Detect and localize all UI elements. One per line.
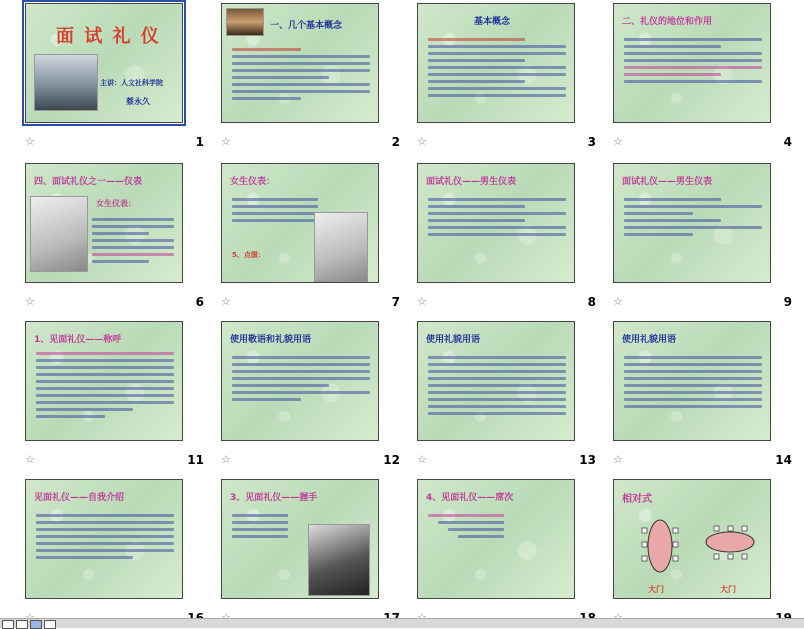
vertical-table (648, 520, 672, 572)
star-icon: ☆ (221, 295, 231, 308)
slide-8-title: 面试礼仪——男生仪表 (426, 177, 517, 187)
slide-11-body (36, 348, 174, 422)
slide-6-body (92, 214, 174, 267)
slide-thumb-8[interactable] (414, 160, 610, 312)
slide-thumb-2[interactable] (218, 0, 414, 152)
slide-1-title: 面 试 礼 仪 (56, 26, 161, 47)
slide-2-title: 一、几个基本概念 (270, 21, 343, 31)
slide-thumb-3[interactable] (414, 0, 610, 152)
slide-number: 2 (391, 135, 400, 149)
seat (673, 556, 678, 561)
slide-18-body (428, 510, 504, 542)
slide-number: 12 (383, 453, 400, 467)
seat (642, 542, 647, 547)
slide-17-body (232, 510, 288, 542)
slide-3-title: 基本概念 (474, 17, 511, 27)
slide-thumb-19[interactable] (610, 476, 804, 628)
star-icon: ☆ (417, 295, 427, 308)
star-icon: ☆ (221, 135, 231, 148)
slide-thumb-4[interactable] (610, 0, 804, 152)
slide-thumb-14[interactable] (610, 318, 804, 470)
slide-7-title: 女生仪表： (230, 177, 276, 187)
star-icon: ☆ (613, 135, 623, 148)
slide-12-body (232, 352, 370, 405)
slide-4-body (624, 34, 762, 87)
slide-number: 8 (587, 295, 596, 309)
slide-9-canvas (613, 163, 771, 283)
seat (673, 542, 678, 547)
star-icon: ☆ (25, 295, 35, 308)
slide-thumb-18[interactable] (414, 476, 610, 628)
slide-18-canvas (417, 479, 575, 599)
star-icon: ☆ (417, 135, 427, 148)
door-label-left: 大门 (648, 585, 664, 594)
slide-11-title: 1、见面礼仪——称呼 (34, 335, 122, 345)
slide-1-photo (34, 54, 98, 111)
slide-sorter-view-icon[interactable] (30, 620, 42, 629)
slide-1-author: 蔡永久 (126, 97, 150, 106)
slide-2-photo (226, 8, 264, 36)
star-icon: ☆ (25, 453, 35, 466)
slide-thumb-1[interactable] (22, 0, 218, 152)
seat (742, 526, 747, 531)
slide-number: 14 (775, 453, 792, 467)
seat (642, 556, 647, 561)
slide-number: 9 (783, 295, 792, 309)
slide-3-canvas (417, 3, 575, 123)
slide-17-photo (308, 524, 370, 596)
seat (714, 526, 719, 531)
slide-4-canvas (613, 3, 771, 123)
slide-thumb-17[interactable] (218, 476, 414, 628)
horizontal-table (706, 532, 754, 552)
star-icon: ☆ (613, 295, 623, 308)
slide-11-canvas (25, 321, 183, 441)
slide-6-canvas (25, 163, 183, 283)
slide-14-title: 使用礼貌用语 (622, 335, 677, 345)
slide-13-title: 使用礼貌用语 (426, 335, 481, 345)
slide-6-subtitle: 女生仪表： (96, 199, 136, 208)
slide-16-canvas (25, 479, 183, 599)
seat (728, 526, 733, 531)
seat (728, 554, 733, 559)
door-label-right: 大门 (720, 585, 736, 594)
slide-thumb-6[interactable] (22, 160, 218, 312)
seating-diagram (614, 506, 770, 596)
slide-number: 4 (783, 135, 792, 149)
slide-6-title: 四、面试礼仪之一——仪表 (34, 177, 143, 187)
slide-1-presenter: 主讲：人文社科学院 (100, 79, 163, 87)
seat (642, 528, 647, 533)
slide-14-canvas (613, 321, 771, 441)
slide-14-body (624, 352, 762, 412)
slide-number: 6 (195, 295, 204, 309)
slide-7-body (232, 194, 318, 226)
slide-12-canvas (221, 321, 379, 441)
slide-16-body (36, 510, 174, 563)
slide-19-canvas (613, 479, 771, 599)
slide-8-body (428, 194, 566, 240)
slide-16-title: 见面礼仪——自我介绍 (34, 493, 125, 503)
slide-18-title: 4、见面礼仪——席次 (426, 493, 514, 503)
star-icon: ☆ (221, 453, 231, 466)
slide-17-canvas (221, 479, 379, 599)
slide-19-title: 相对式 (622, 494, 652, 505)
star-icon: ☆ (613, 453, 623, 466)
seat (742, 554, 747, 559)
seat (714, 554, 719, 559)
normal-view-icon[interactable] (2, 620, 14, 629)
slide-number: 13 (579, 453, 596, 467)
slide-thumb-11[interactable] (22, 318, 218, 470)
slide-thumb-9[interactable] (610, 160, 804, 312)
slide-7-canvas (221, 163, 379, 283)
slide-number: 11 (187, 453, 204, 467)
slide-2-body (232, 44, 370, 104)
slide-number: 7 (391, 295, 400, 309)
slide-6-photo (30, 196, 88, 272)
star-icon: ☆ (417, 453, 427, 466)
slide-3-body (428, 34, 566, 101)
slide-thumb-12[interactable] (218, 318, 414, 470)
slide-7-photo (314, 212, 368, 282)
seat (673, 528, 678, 533)
slide-thumb-7[interactable] (218, 160, 414, 312)
slide-1-canvas (25, 3, 183, 123)
star-icon: ☆ (25, 135, 35, 148)
slide-17-title: 3、见面礼仪——握手 (230, 493, 318, 503)
slide-number: 1 (195, 135, 204, 149)
slideshow-view-icon[interactable] (44, 620, 56, 629)
slide-thumb-16[interactable] (22, 476, 218, 628)
slide-9-body (624, 194, 762, 240)
slide-2-canvas (221, 3, 379, 123)
slide-4-title: 二、礼仪的地位和作用 (622, 17, 713, 27)
slide-7-subtitle: 5、点缀： (232, 251, 265, 259)
outline-view-icon[interactable] (16, 620, 28, 629)
slide-thumb-13[interactable] (414, 318, 610, 470)
slide-13-body (428, 352, 566, 419)
slide-13-canvas (417, 321, 575, 441)
slide-12-title: 使用敬语和礼貌用语 (230, 335, 312, 345)
slide-8-canvas (417, 163, 575, 283)
slide-number: 3 (587, 135, 596, 149)
slide-9-title: 面试礼仪——男生仪表 (622, 177, 713, 187)
